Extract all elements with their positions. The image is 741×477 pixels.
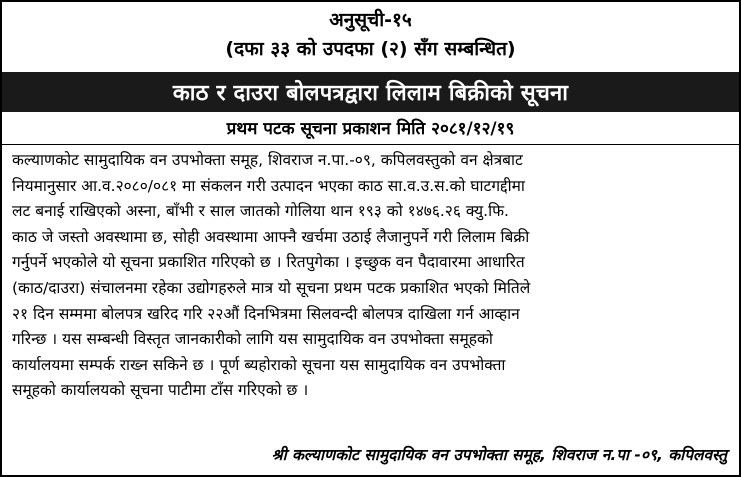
body-line: २१ दिन सम्ममा बोलपत्र खरिद गरि २२औं दिनभित्रमा सिलवन्दी बोलपत्र दाखिला गर्न आव्हान bbox=[12, 304, 520, 323]
body-line: गरिन्छ । यस सम्बन्धी विस्तृत जानकारीको लागि यस सामुदायिक वन उपभोक्ता समूहको bbox=[12, 330, 493, 349]
notice-banner bbox=[2, 72, 739, 112]
body-line: लट बनाई राखिएको अस्ना, बाँभी र साल जातको गोलिया थान १९३ को १४७६.२६ क्यु.फि. bbox=[12, 202, 509, 221]
body-line: समूहको कार्यालयको सूचना पाटीमा टाँस गरिएको छ । bbox=[12, 381, 309, 400]
body-line: नियमानुसार आ.व.२०८०/०८१ मा संकलन गरी उत्पादन भएका काठ सा.व.उ.स.को घाटगद्दीमा bbox=[12, 176, 525, 195]
body-line: (काठ/दाउरा) संचालनमा रहेका उद्योगहरुले मात्र यो सूचना प्रथम पटक प्रकाशित भएको मितिले bbox=[12, 278, 531, 297]
body-line: कार्यालयमा सम्पर्क राख्न सकिने छ । पूर्ण ब्यहोराको सूचना यस सामुदायिक वन उपभोक्ता bbox=[12, 355, 506, 374]
notice-body bbox=[2, 145, 739, 404]
body-line: कल्याणकोट सामुदायिक वन उपभोक्ता समूह, शिवराज न.पा.-०९, कपिलवस्तुको वन क्षेत्रबाट bbox=[12, 151, 523, 169]
section-reference: (दफा ३३ को उपदफा (२) सँग सम्बन्धित) bbox=[225, 38, 516, 60]
body-line: काठ जे जस्तो अवस्थामा छ, सोही अवस्थामा आफ्नै खर्चमा उठाई लैजानुपर्ने गरी लिलाम बिक्री bbox=[12, 227, 530, 246]
signature-line: श्री कल्याणकोट सामुदायिक वन उपभोक्ता समूह, शिवराज न.पा -०९, कपिलवस्तु bbox=[271, 446, 727, 464]
schedule-title: अनुसूची-१५ bbox=[329, 9, 412, 31]
banner-title: काठ र दाउरा बोलपत्रद्वारा लिलाम बिक्रीको सूचना bbox=[172, 81, 569, 106]
first-published-date: प्रथम पटक सूचना प्रकाशन मिति २०८१/१२/१९ bbox=[2, 119, 739, 145]
body-line: गर्नुपर्ने भएकोले यो सूचना प्रकाशित गरिएको छ । रितपुगेका । इच्छुक वन पैदावारमा आधारित bbox=[12, 253, 525, 272]
